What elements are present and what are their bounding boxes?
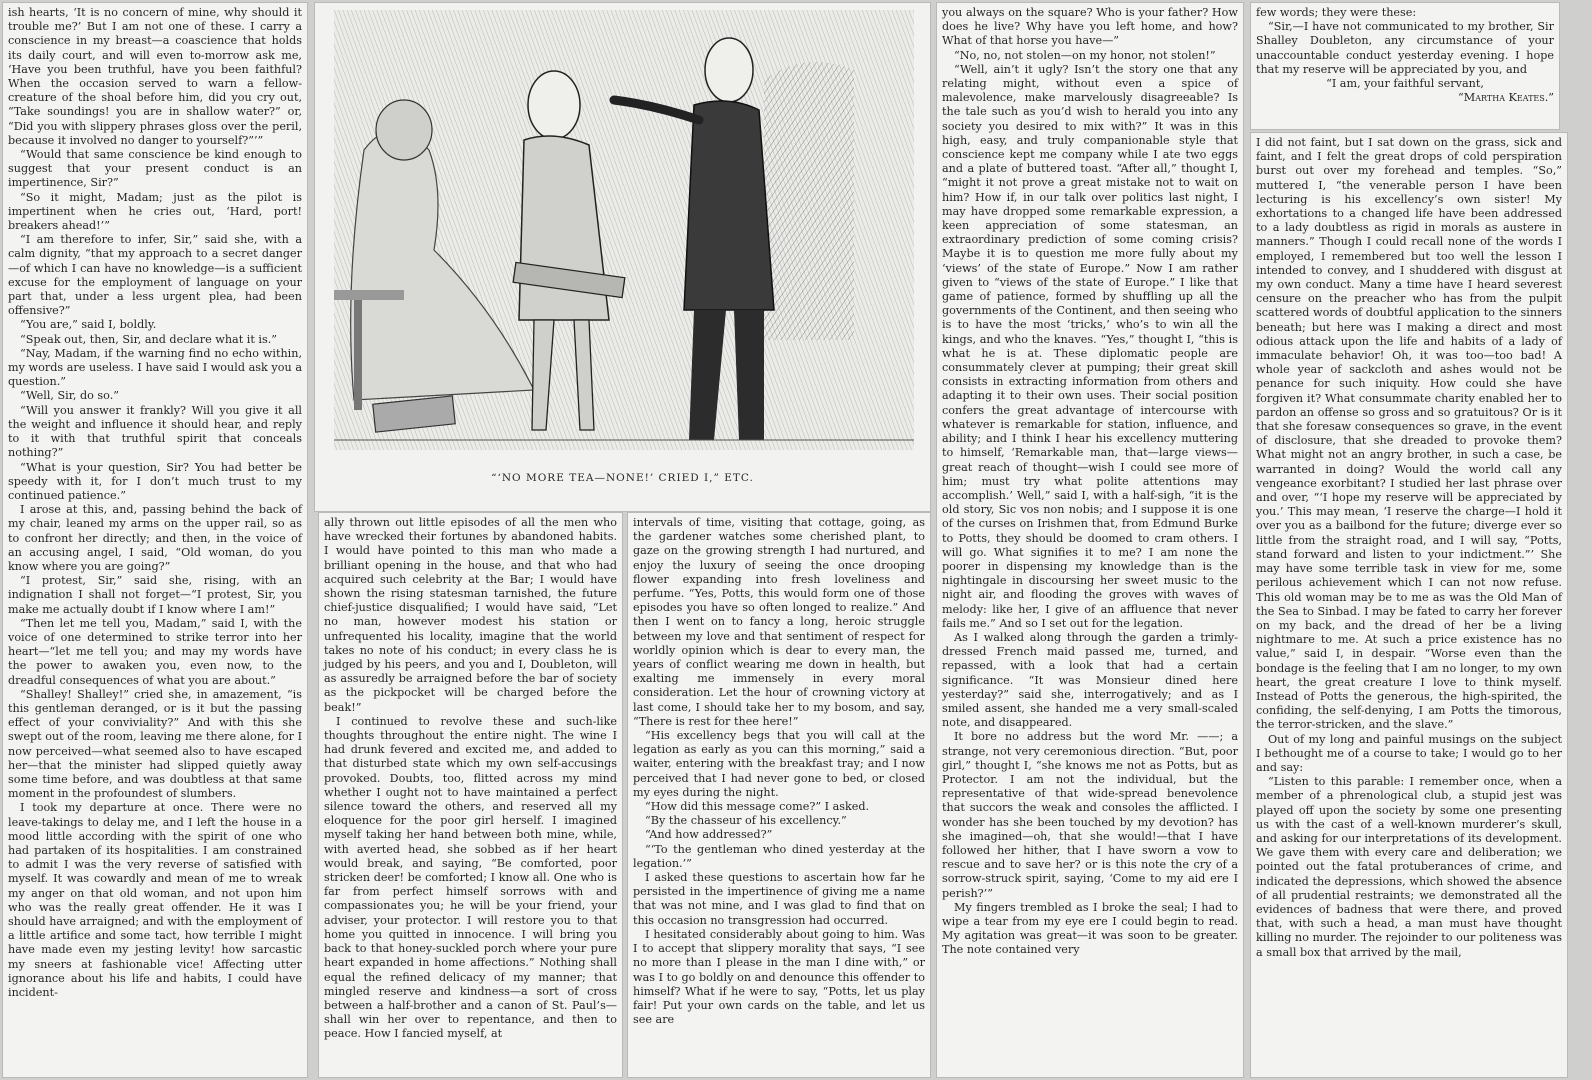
paragraph: “I am therefore to infer, Sir,” said she, with a calm dignity, “that my approach to a secret danger—of which I can have no knowledge—is a sufficient excuse for the employment of language on your part that, under a less urgent plea, had been offensive?” <box>8 233 302 318</box>
paragraph: I arose at this, and, passing behind the back of my chair, leaned my arms on the upper rail, so as to confront her directly; and then, in the voice of an accusing angel, I said, “Old woman, do you know where you are going?” <box>8 503 302 573</box>
paragraph: “By the chasseur of his excellency.” <box>645 814 847 828</box>
paragraph: “Well, ain’t it ugly? Isn’t the story one that any relating might, without even a spice of malevolence, make marvelously disagreeable? Is the tale such as you’d wish to herald you into any society you desired to mix with?” It was in this high, easy, and truly companionable style that conscience kept me company while I ate two eggs and a plate of buttered toast. “After all,” thought I, “might it not prove a great mistake not to wait on him? How if, in our talk over politics last night, I may have dropped some remarkable expression, a keen appreciation of some statesman, an extraordinary prediction of some coming crisis? Maybe it is to question me more fully about my ‘views’ of the state of Europe.” Now I am rather given to “views of the state of Europe.” I like that game of patience, formed by shuffling up all the governments of the Continent, and then seeing who is to have the most ‘tricks,’ who’s to win all the kings, and who the knaves. “Yes,” thought I, “this is what he is at. These diplomatic people are consummately clever at pumping; their great skill consists in extracting information from others and adapting it to their own uses. Their social position confers the great advantage of intercourse with whatever is remarkable for station, influence, and ability; and I think I hear his excellency muttering to himself, ‘Remarkable man, that—large views—great reach of thought—wish I could see more of him; must try what polite attentions may accomplish.’ Well,” said I, with a half-sigh, “it is the old story, Sic vos non nobis; and I suppose it is one of the curses on Irishmen that, from Edmund Burke to Potts, they should be doomed to cram others. I will go. What signifies it to me? I am none the poorer in dispensing my knowledge than is the nightingale in discoursing her sweet music to the night air, and flooding the groves with waves of melody: like her, I give of an affluence that never fails me.” And so I set out for the legation. <box>942 62 1238 630</box>
text-column-3 <box>627 512 931 1078</box>
paragraph: “What is your question, Sir? You had better be speedy with it, for I don’t much trust to my continued patience.” <box>8 460 302 502</box>
paragraph: “So it might, Madam; just as the pilot is impertinent when he cries out, ‘Hard, port! breakers ahead!’” <box>8 190 302 233</box>
paragraph: “No, no, not stolen—on my honor, not stolen!” <box>954 48 1216 62</box>
paragraph: “Nay, Madam, if the warning find no echo within, my words are useless. I have said I would ask you a question.” <box>8 346 302 389</box>
paragraph: ally thrown out little episodes of all the men who have wrecked their fortunes by abandoned habits. I would have pointed to this man who made a brilliant opening in the house, and that who had acquired such celebrity at the Bar; I would have shown the rising statesman tarnished, the future chief-justice disqualified; I would have said, “Let no man, however modest his station or unfrequented his locality, imagine that the world takes no note of his conduct; in every class he is judged by his peers, and you and I, Doubleton, will as assuredly be arraigned before the bar of society as the pickpocket will be charged before the beak!” <box>324 516 617 714</box>
paragraph: I hesitated considerably about going to him. Was I to accept that slippery morality that says, “I see no more than I please in the man I dine with,” or was I to go boldly on and denounce this offender to himself? What if he were to say, “Potts, let us play fair! Put your own cards on the table, and let us see are <box>633 927 925 1027</box>
paragraph: you always on the square? Who is your father? How does he live? Why have you left home, and how? What of that horse you have—” <box>942 6 1238 48</box>
paragraph: “Speak out, then, Sir, and declare what it is.” <box>20 332 277 346</box>
text-column-5 <box>1250 132 1568 1078</box>
paragraph: “Then let me tell you, Madam,” said I, with the voice of one determined to strike terror into her heart—“let me tell you; and may my words have the power to awaken you, even now, to the dreadful consequences of what you are about.” <box>8 616 302 687</box>
illustration-caption: “‘NO MORE TEA—NONE!’ CRIED I,” ETC. <box>491 472 754 484</box>
paragraph: My fingers trembled as I broke the seal; I had to wipe a tear from my eye ere I could begin to read. My agitation was great—it was soon to be greater. The note contained very <box>942 900 1238 957</box>
paragraph: “Martha Keates.” <box>1458 91 1554 105</box>
paragraph: I took my departure at once. There were no leave-takings to delay me, and I left the house in a mood little according with the spirit of one who had partaken of its hospitalities. I am constrained to admit I was the very reverse of satisfied with myself. It was cowardly and mean of me to wreak my anger on that old woman, and not upon him who was the really great offender. He it was I should have arraigned; and with the employment of a little artifice and some tact, how terrible I might have made even my jesting levity! how sarcastic my sneers at fashionable vice! Affecting utter ignorance about his life and habits, I could have incident- <box>8 801 302 1000</box>
paragraph: I asked these questions to ascertain how far he persisted in the impertinence of giving me a name that was not mine, and I was glad to find that on this occasion no transgression had occurred. <box>633 871 925 927</box>
paragraph: I continued to revolve these and such-like thoughts throughout the entire night. The wine I had drunk fevered and excited me, and added to that disturbed state which my own self-accusings provoked. Doubts, too, flitted across my mind whether I ought not to have maintained a perfect silence toward the others, and reserved all my eloquence for the poor girl herself. I imagined myself taking her hand between both mine, while, with averted head, she sobbed as if her heart would break, and saying, “Be comforted, poor stricken deer! be comforted; I know all. One who is far from perfect himself sorrows with and compassionates you; he will be your friend, your adviser, your protector. I will restore you to that home you quitted in innocence. I will bring you back to that honey-suckled porch where your pure heart expanded in home affections.” Nothing shall equal the refined delicacy of my manner; that mingled reserve and kindness—a sort of cross between a half-brother and a canon of St. Paul’s—shall win her over to repentance, and then to peace. How I fancied myself, at <box>324 714 617 1041</box>
engraving-image <box>334 10 914 465</box>
paragraph: “Will you answer it frankly? Will you give it all the weight and influence it should hear, and reply to it with that truthful spirit that conceals nothing?” <box>8 403 302 460</box>
paragraph: Out of my long and painful musings on the subject I bethought me of a course to take; I would go to her and say: <box>1256 732 1562 774</box>
paragraph: “Listen to this parable: I remember once, when a member of a phrenological club, a stupid jest was played off upon the society by some one presenting us with the cast of a well-known murderer’s skull, and asking for our interpretations of its development. We gave them with every care and deliberation; we pointed out the fatal protuberances of crime, and indicated the depressions, which showed the absence of all prudential restraints; we demonstrated all the evidences of badness that were there, and proved that, with such a head, a man must have thought killing no murder. The rejoinder to our politeness was a small box that arrived by the mail, <box>1256 775 1562 959</box>
illustration-panel <box>314 2 931 512</box>
paragraph: “‘To the gentleman who dined yesterday at the legation.’” <box>633 842 925 870</box>
paragraph: I did not faint, but I sat down on the grass, sick and faint, and I felt the great drops of cold perspiration burst out over my forehead and temples. “So,” muttered I, “the venerable person I have been lecturing is his excellency’s own sister! My exhortations to a changed life have been addressed to a lady doubtless as rigid in morals as austere in manners.” Though I could recall none of the words I employed, I remembered but too well the lesson I intended to convey, and I shuddered with disgust at my own conduct. Many a time have I heard severest censure on the preacher who has from the pulpit scattered words of doubtful application to the sinners beneath; but here was I making a direct and most odious attack upon the life and habits of a lady of immaculate behavior! Oh, it was too—too bad! A whole year of sackcloth and ashes would not be penance for such iniquity. How could she have forgiven it? What consummate charity enabled her to pardon an offense so gross and so gratuitous? Or is it that she foresaw consequences so grave, in the event of disclosure, that she dreaded to provoke them? What might not an angry brother, in such a case, be warranted in doing? Would the world call any vengeance exorbitant? I studied her last phrase over and over, “‘I hope my reserve will be appreciated by you.’ This may mean, ‘I reserve the charge—I hold it over you as a bailbond for the future; diverge ever so little from the straight road, and I will say, “Potts, stand forward and listen to your indictment.”’ She may have some terrible task in view for me, some perilous achievement which I can not now refuse. This old woman may be to me as was the Old Man of the Sea to Sinbad. I may be fated to carry her forever on my back, and the dread of her be a living nightmare to me. At such a price existence has no value,” said I, in despair. “Worse even than the bondage is the feeling that I am no longer, to my own heart, the great creature I love to think myself. Instead of Potts the generous, the high-spirited, the confiding, the self-denying, I am Potts the timorous, the terror-stricken, and the slave.” <box>1256 136 1562 732</box>
text-column-5-top <box>1250 2 1560 130</box>
text-column-2 <box>318 512 623 1078</box>
paragraph: “I am, your faithful servant, <box>1326 77 1484 91</box>
text-column-4 <box>936 2 1244 1078</box>
paragraph: ish hearts, ‘It is no concern of mine, why should it trouble me?’ But I am not one of these. I carry a conscience in my breast—a coascience that holds its daily court, and will even to-morrow ask me, ‘Have you been truthful, have you been faithful? When the occasion served to warn a fellow-creature of the shoal before him, did you cry out, “Take soundings! you are in shallow water?” or, “Did you with slippery phrases gloss over the peril, because it involved no danger to yourself?”’” <box>8 6 302 147</box>
paragraph: “You are,” said I, boldly. <box>20 318 157 332</box>
paragraph: “Well, Sir, do so.” <box>20 389 119 403</box>
paragraph: It bore no address but the word Mr. ——; a strange, not very ceremonious direction. “But, poor girl,” thought I, “she knows me not as Potts, but as Protector. I am not the individual, but the representative of that wide-spread benevolence that succors the weak and consoles the afflicted. I wonder has she been touched by my devotion? has she imagined—oh, that she would!—that I have followed her hither, that I have sworn a vow to rescue and to save her? or is this note the cry of a sorrow-struck spirit, saying, ‘Come to my aid ere I perish?’” <box>942 730 1238 900</box>
text-column-1 <box>2 2 308 1078</box>
paragraph: “And how addressed?” <box>645 828 773 842</box>
paragraph: few words; they were these: <box>1256 6 1417 19</box>
paragraph: intervals of time, visiting that cottage, going, as the gardener watches some cherished plant, to gaze on the growing strength I had nurtured, and enjoy the luxury of seeing the once drooping flower expanding into fresh loveliness and perfume. “Yes, Potts, this would form one of those episodes you have so often longed to realize.” And then I went on to fancy a long, heroic struggle between my love and that sentiment of respect for worldly opinion which is dear to every man, the years of conflict wearing me down in health, but exalting me immensely in every moral consideration. Let the hour of crowning victory at last come, I should take her to my bosom, and say, “There is rest for thee here!” <box>633 516 925 728</box>
paragraph: “I protest, Sir,” said she, rising, with an indignation I shall not forget—“I protest, Sir, you make me actually doubt if I know where I am!” <box>8 574 302 616</box>
paragraph: “Would that same conscience be kind enough to suggest that your present conduct is an impertinence, Sir?” <box>8 148 302 190</box>
paragraph: “Sir,—I have not communicated to my brother, Sir Shalley Doubleton, any circumstance of your unaccountable conduct yesterday evening. I hope that my reserve will be appreciated by you, and <box>1256 20 1554 76</box>
paragraph: “Shalley! Shalley!” cried she, in amazement, “is this gentleman deranged, or is it but the passing effect of your conviviality?” And with this she swept out of the room, leaving me there alone, for I now perceived—what seemed also to have escaped her—that the minister had slipped quietly away some time before, and was doubtless at that same moment in the profoundest of slumbers. <box>8 687 302 801</box>
paragraph: As I walked along through the garden a trimly-dressed French maid passed me, turned, and repassed, with a look that had a certain significance. “It was Monsieur dined here yesterday?” said she, interrogatively; and as I smiled assent, she handed me a very small-scaled note, and disappeared. <box>942 630 1238 730</box>
paragraph: “How did this message come?” I asked. <box>645 800 870 814</box>
paragraph: “His excellency begs that you will call at the legation as early as you can this morning,” said a waiter, entering with the breakfast tray; and I now perceived that I had never gone to bed, or closed my eyes during the night. <box>633 729 925 799</box>
